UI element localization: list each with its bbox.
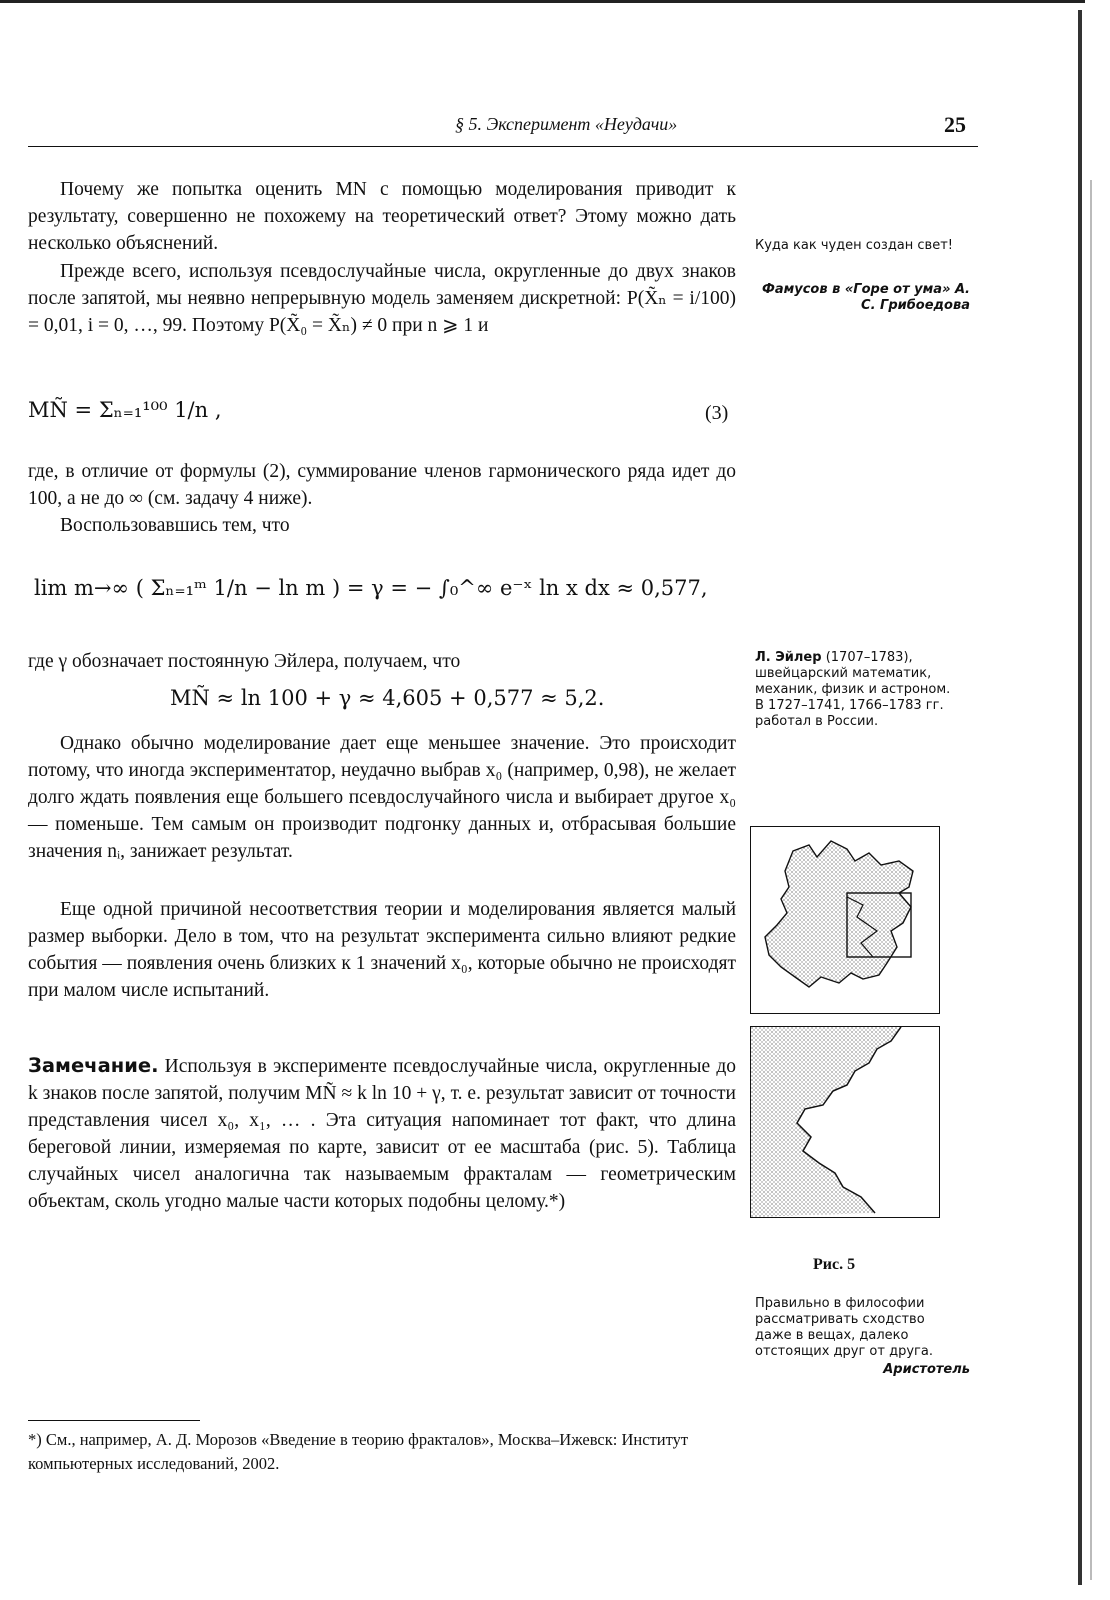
footnote: *) См., например, А. Д. Морозов «Введение в теорию фракталов», Москва–Ижевск: Институт компьютерных исследований, 2002. bbox=[28, 1430, 689, 1473]
running-title: § 5. Эксперимент «Неудачи» bbox=[455, 114, 678, 134]
paragraph-6: Однако обычно моделирование дает еще меньшее значение. Это происходит потому, что иногда экспериментатор, неудачно выбрав x₀ (например, 0,98), не желает долго ждать появления еще большего псевдослучайного числа и выбирает другое x₀ — поменьше. Тем самым он производит подгонку данных и, отбрасывая большие значения nᵢ, занижает результат. bbox=[28, 733, 736, 862]
paragraph-3: где, в отличие от формулы (2), суммирование членов гармонического ряда идет до 100, а не до ∞ (см. задачу 4 ниже). bbox=[28, 461, 736, 509]
formula-3: MÑ = Σₙ₌₁¹⁰⁰ 1/n , bbox=[28, 398, 222, 422]
sidebar-euler bbox=[755, 650, 955, 730]
page-number: 25 bbox=[944, 112, 966, 137]
figure-5-zoom bbox=[750, 1026, 940, 1218]
formula-limit: lim m→∞ ( Σₙ₌₁ᵐ 1/n − ln m ) = γ = − ∫₀^∞ e⁻ˣ ln x dx ≈ 0,577, bbox=[34, 576, 708, 600]
euler-bio: (1707–1783), швейцарский математик, механик, физик и астроном. В 1727–1741, 1766–1783 гг. работал в России. bbox=[755, 650, 951, 729]
sidebar-quote-1-source: Фамусов в «Горе от ума» А. С. Грибоедова bbox=[761, 282, 970, 313]
page-top-edge bbox=[0, 0, 1085, 3]
paragraph-7: Еще одной причиной несоответствия теории и моделирования является малый размер выборки. Дело в том, что на результат эксперимента сильно влияют редкие события — появления очень близких к 1 значений x₀, которые обычно не происходят при малом числе испытаний. bbox=[28, 899, 736, 1001]
footnote-rule bbox=[28, 1420, 200, 1421]
paragraph-2: Прежде всего, используя псевдослучайные числа, округленные до двух знаков после запятой, мы неявно непрерывную модель заменяем дискретной: P(X̃ₙ = i/100) = 0,01, i = 0, …, 99. Поэтому P(X̃₀ = X̃ₙ) ≠ 0 при n ⩾ 1 и bbox=[28, 261, 736, 336]
paragraph-5: где γ обозначает постоянную Эйлера, получаем, что bbox=[28, 651, 461, 672]
coastline-zoom-image bbox=[751, 1027, 939, 1217]
paragraph-4: Воспользовавшись тем, что bbox=[60, 515, 290, 536]
euler-name: Л. Эйлер bbox=[755, 650, 822, 665]
paragraph-1: Почему же попытка оценить MN с помощью моделирования приводит к результату, совершенно не похожему на теоретический ответ? Этому можно дать несколько объяснений. bbox=[28, 179, 736, 254]
page-right-edge bbox=[1078, 10, 1082, 1585]
header-rule bbox=[28, 146, 978, 147]
sidebar-quote-2-source: Аристотель bbox=[883, 1362, 970, 1377]
remark bbox=[28, 1052, 736, 1215]
remark-label: Замечание. bbox=[28, 1054, 159, 1077]
equation-number-3: (3) bbox=[705, 402, 729, 424]
sidebar-quote-1: Куда как чуден создан свет! bbox=[755, 238, 953, 253]
sidebar-quote-2: Правильно в философии рассматривать сходство даже в вещах, далеко отстоящих друг от друга. bbox=[755, 1296, 933, 1359]
coastline-map-image bbox=[751, 827, 939, 1013]
formula-estimate: MÑ ≈ ln 100 + γ ≈ 4,605 + 0,577 ≈ 5,2. bbox=[170, 686, 605, 710]
figure-5-map bbox=[750, 826, 940, 1014]
figure-5-caption: Рис. 5 bbox=[813, 1256, 856, 1273]
remark-text: Используя в эксперименте псевдослучайные числа, округленные до k знаков после запятой, получим MÑ ≈ k ln 10 + γ, т. е. результат зависит от точности представления чисел x₀, x₁, … . Эта ситуация напоминает тот факт, что длина береговой линии, измеряемая по карте, зависит от ее масштаба (рис. 5). Таблица случайных чисел аналогична так называемым фракталам — геометрическим объектам, сколь угодно малые части которых подобны целому.*) bbox=[28, 1056, 737, 1212]
page-right-shadow bbox=[1090, 180, 1092, 1580]
